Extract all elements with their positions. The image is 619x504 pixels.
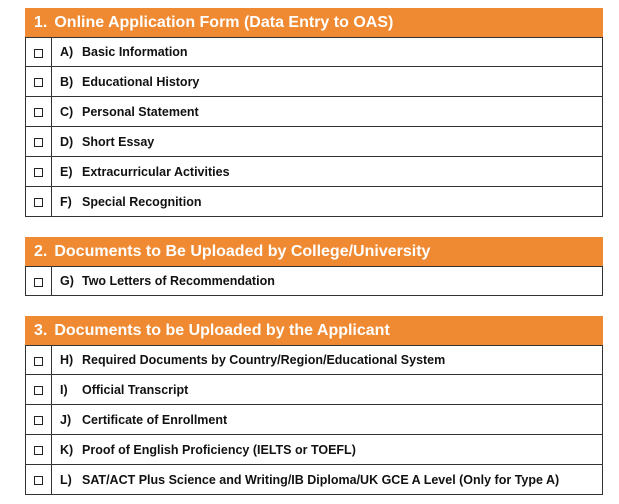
item-text: Two Letters of Recommendation (82, 274, 275, 288)
item-label (52, 157, 602, 186)
item-text: Extracurricular Activities (82, 164, 230, 179)
item-label (52, 435, 602, 464)
item-letter: A) (60, 45, 74, 59)
item-letter: K) (60, 442, 74, 457)
checkbox-cell (26, 346, 52, 374)
section-online-application-form (25, 8, 603, 217)
item-letter: J) (60, 412, 72, 427)
checklist-item-a (26, 37, 602, 67)
checkbox-e[interactable] (34, 168, 43, 177)
section-title: Documents to Be Uploaded by College/University (54, 243, 431, 260)
item-text: SAT/ACT Plus Science and Writing/IB Diploma/UK GCE A Level (Only for Type A) (82, 472, 560, 487)
section-number: 3. (34, 322, 48, 339)
checkbox-cell (26, 97, 52, 126)
checkbox-cell (26, 127, 52, 156)
item-text: Personal Statement (82, 104, 199, 119)
section-college-documents (25, 237, 603, 296)
section-header (25, 316, 603, 345)
checklist-item-l (26, 465, 602, 495)
section-title: Documents to be Uploaded by the Applicant (54, 322, 390, 339)
checkbox-cell (26, 465, 52, 494)
item-text: Certificate of Enrollment (82, 412, 228, 427)
item-letter: I) (60, 382, 68, 397)
item-label (52, 187, 602, 216)
item-letter: G) (60, 274, 74, 288)
checklist-item-b (26, 67, 602, 97)
item-text: Required Documents by Country/Region/Educational System (82, 353, 446, 367)
checklist-item-e (26, 157, 602, 187)
checklist (25, 37, 603, 217)
item-label (52, 127, 602, 156)
section-number: 1. (34, 14, 48, 31)
checklist-item-g (26, 266, 602, 296)
item-text: Proof of English Proficiency (IELTS or TOEFL) (82, 442, 356, 457)
item-label (52, 38, 602, 66)
checklist-item-c (26, 97, 602, 127)
checkbox-k[interactable] (34, 446, 43, 455)
checkbox-j[interactable] (34, 416, 43, 425)
checkbox-cell (26, 157, 52, 186)
checkbox-cell (26, 267, 52, 295)
item-letter: E) (60, 164, 73, 179)
item-label (52, 267, 602, 295)
checkbox-c[interactable] (34, 108, 43, 117)
checkbox-cell (26, 67, 52, 96)
section-applicant-documents (25, 316, 603, 495)
item-letter: D) (60, 134, 74, 149)
checklist-item-j (26, 405, 602, 435)
item-label (52, 97, 602, 126)
checklist (25, 345, 603, 495)
checkbox-cell (26, 38, 52, 66)
item-label (52, 405, 602, 434)
item-letter: F) (60, 194, 72, 209)
checkbox-d[interactable] (34, 138, 43, 147)
item-letter: L) (60, 472, 72, 487)
item-label (52, 67, 602, 96)
checkbox-f[interactable] (34, 198, 43, 207)
item-label (52, 465, 602, 494)
checklist-item-h (26, 345, 602, 375)
item-text: Official Transcript (82, 382, 189, 397)
checklist-item-i (26, 375, 602, 405)
checkbox-i[interactable] (34, 386, 43, 395)
section-number: 2. (34, 243, 48, 260)
checklist-item-k (26, 435, 602, 465)
checkbox-g[interactable] (34, 278, 43, 287)
checkbox-cell (26, 375, 52, 404)
checklist (25, 266, 603, 296)
item-text: Educational History (82, 74, 200, 89)
item-label (52, 375, 602, 404)
section-header (25, 8, 603, 37)
section-header (25, 237, 603, 266)
checkbox-cell (26, 187, 52, 216)
item-text: Basic Information (82, 45, 188, 59)
item-text: Short Essay (82, 134, 155, 149)
item-text: Special Recognition (82, 194, 202, 209)
item-letter: H) (60, 353, 74, 367)
item-label (52, 346, 602, 374)
checklist-item-f (26, 187, 602, 217)
item-letter: C) (60, 104, 74, 119)
checkbox-h[interactable] (34, 357, 43, 366)
checkbox-cell (26, 405, 52, 434)
section-title: Online Application Form (Data Entry to OAS) (54, 14, 394, 31)
checklist-item-d (26, 127, 602, 157)
checkbox-l[interactable] (34, 476, 43, 485)
checkbox-cell (26, 435, 52, 464)
checkbox-b[interactable] (34, 78, 43, 87)
item-letter: B) (60, 74, 74, 89)
checkbox-a[interactable] (34, 49, 43, 58)
